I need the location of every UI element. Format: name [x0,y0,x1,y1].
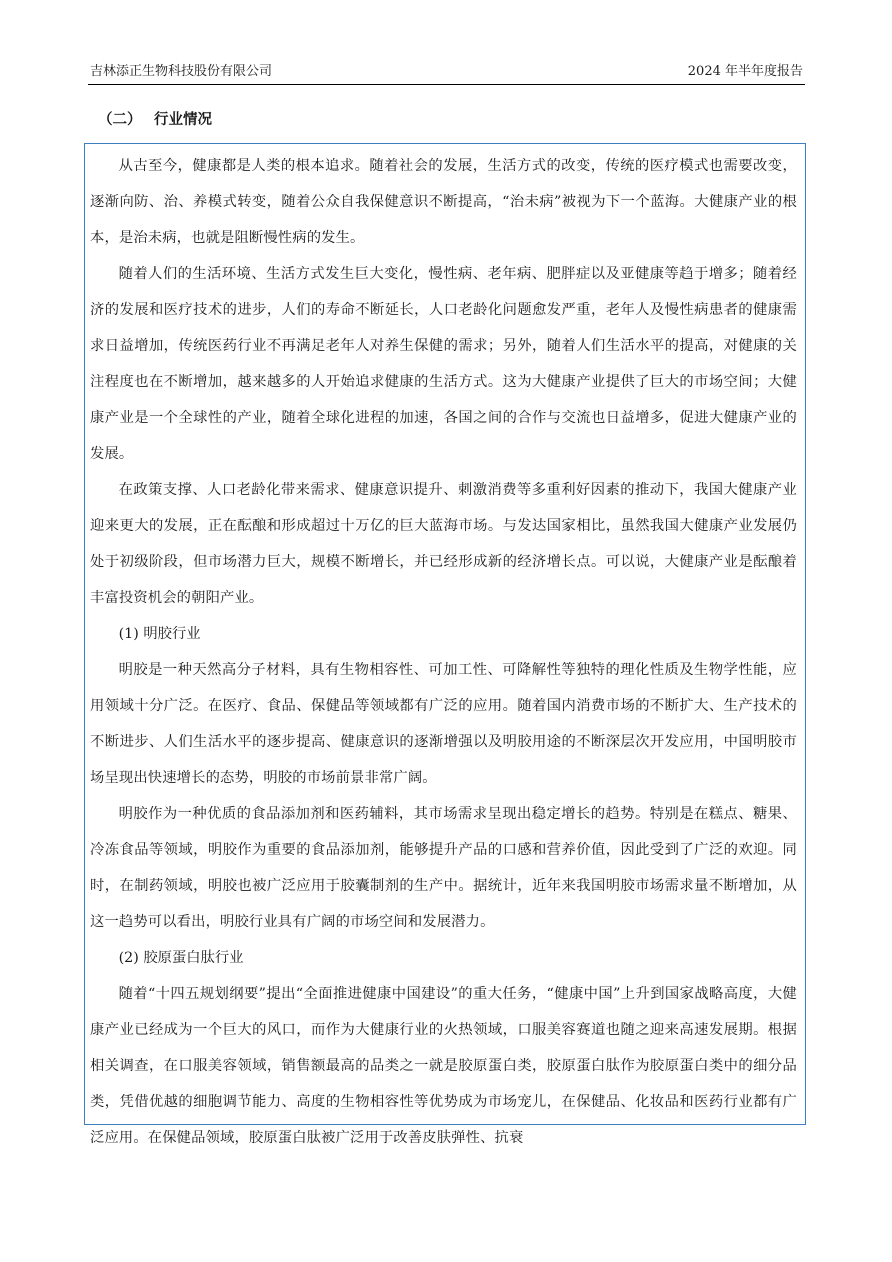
section-heading [98,108,212,132]
paragraph-gelatin-demand: 明胶作为一种优质的食品添加剂和医药辅料，其市场需求呈现出稳定增长的趋势。特别是在糕点、糖果、冷冻食品等领域，明胶作为重要的食品添加剂，能够提升产品的口感和营养价值，因此受到了广泛的欢迎。同时，在制药领域，明胶也被广泛应用于胶囊制剂的生产中。据统计，近年来我国明胶市场需求量不断增加，从这一趋势可以看出，明胶行业具有广阔的市场空间和发展潜力。 [90,806,797,930]
subheading-gelatin-industry: (1) 明胶行业 [118,626,201,642]
page-header [88,62,805,85]
paragraph-lifestyle-changes: 随着人们的生活环境、生活方式发生巨大变化，慢性病、老年病、肥胖症以及亚健康等趋于增多；随着经济的发展和医疗技术的进步，人们的寿命不断延长，人口老龄化问题愈发严重，老年人及慢性病患者的健康需求日益增加，传统医药行业不再满足老年人对养生保健的需求；另外，随着人们生活水平的提高，对健康的关注程度也在不断增加，越来越多的人开始追求健康的生活方式。这为大健康产业提供了巨大的市场空间；大健康产业是一个全球性的产业，随着全球化进程的加速，各国之间的合作与交流也日益增多，促进大健康产业的发展。 [90,266,797,462]
paragraph-collagen-peptide: 随着“十四五规划纲要”提出“全面推进健康中国建设”的重大任务，“健康中国”上升到国家战略高度，大健康产业已经成为一个巨大的风口，而作为大健康行业的火热领域，口服美容赛道也随之迎来高速发展期。根据相关调查，在口服美容领域，销售额最高的品类之一就是胶原蛋白类，胶原蛋白肽作为胶原蛋白类中的细分品类，凭借优越的细胞调节能力、高度的生物相容性等优势成为市场宠儿，在保健品、化妆品和医药行业都有广泛应用。在保健品领域，胶原蛋白肽被广泛用于改善皮肤弹性、抗衰 [90,986,797,1146]
section-number: （二） [98,112,142,128]
section-title: 行业情况 [154,112,212,128]
paragraph-health-pursuit: 从古至今，健康都是人类的根本追求。随着社会的发展，生活方式的改变，传统的医疗模式也需要改变，逐渐向防、治、养模式转变，随着公众自我保健意识不断提高，“治未病”被视为下一个蓝海。大健康产业的根本，是治未病，也就是阻断慢性病的发生。 [90,158,797,246]
header-report-title: 2024 年半年度报告 [687,64,803,79]
subheading-collagen-peptide-industry: (2) 胶原蛋白肽行业 [118,950,244,966]
header-company-name: 吉林添正生物科技股份有限公司 [90,64,273,79]
paragraph-policy-support: 在政策支撑、人口老龄化带来需求、健康意识提升、刺激消费等多重利好因素的推动下，我国大健康产业迎来更大的发展，正在酝酿和形成超过十万亿的巨大蓝海市场。与发达国家相比，虽然我国大健康产业发展仍处于初级阶段，但市场潜力巨大，规模不断增长，并已经形成新的经济增长点。可以说，大健康产业是酝酿着丰富投资机会的朝阳产业。 [90,482,797,606]
paragraph-gelatin-overview: 明胶是一种天然高分子材料，具有生物相容性、可加工性、可降解性等独特的理化性质及生物学性能，应用领域十分广泛。在医疗、食品、保健品等领域都有广泛的应用。随着国内消费市场的不断扩大、生产技术的不断进步、人们生活水平的逐步提高、健康意识的逐渐增强以及明胶用途的不断深层次开发应用，中国明胶市场呈现出快速增长的态势，明胶的市场前景非常广阔。 [90,662,797,786]
content-box [84,143,806,1146]
